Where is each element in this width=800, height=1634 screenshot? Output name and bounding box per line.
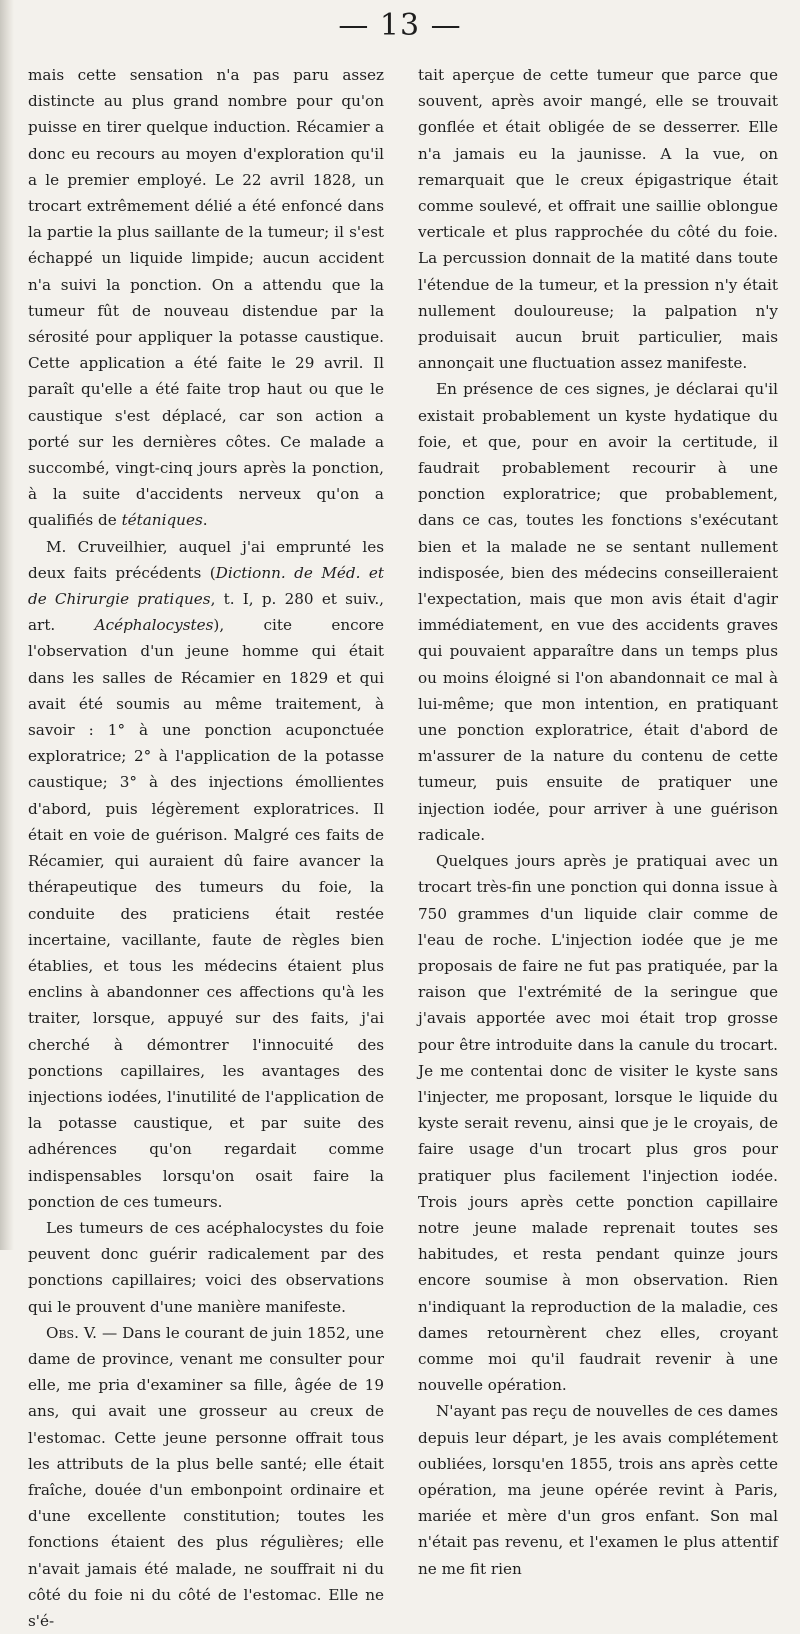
- observation-label: Obs. V.: [46, 1323, 97, 1342]
- paragraph-text: En présence de ces signes, je déclarai qu'il existait probablement un kyste hydatique du foie, et que, pour en avoir la certitude, il faudrait probablement recourir à une ponction exploratrice; que probablement, dans ce cas, toutes les fonctions s'exécutant bien et la malade ne se sentant nullement indisposée, bien des médecins conseilleraient l'expectation, mais que mon avis était d'agir immédiatement, en vue des accidents graves qui pouvaient apparaître dans un temps plus ou moins éloigné si l'on abandonnait ce mal à lui-même; que mon intention, en pratiquant une ponction exploratrice, était d'abord de m'assurer de la nature du contenu de cette tumeur, puis ensuite de pratiquer une injection iodée, pour arriver à une guérison radicale.: [418, 380, 778, 844]
- paragraph-right-1: [418, 62, 778, 376]
- page-number: — 13 —: [338, 8, 462, 43]
- paragraph-left-4: [28, 1320, 384, 1634]
- left-column: [28, 62, 384, 1634]
- paragraph-text: ), cite encore l'observation d'un jeune homme qui était dans les salles de Récamier en 1829 et qui avait été soumis au même traitement, à savoir : 1° à une ponction acuponctuée exploratrice; 2° à l'application de la potasse caustique; 3° à des injections émollientes d'abord, puis légèrement exploratrices. Il était en voie de guérison. Malgré ces faits de Récamier, qui auraient dû faire avancer la thérapeutique des tumeurs du foie, la conduite des praticiens était restée incertaine, vacillante, faute de règles bien établies, et tous les médecins étaient plus enclins à abandonner ces affections qu'à les traiter, lorsque, appuyé sur des faits, j'ai cherché à démontrer l'innocuité des ponctions capillaires, les avantages des injections iodées, l'inutilité de l'application de la potasse caustique, et par suite des adhérences qu'on regardait comme indispensables lorsqu'on osait faire la ponction de ces tumeurs.: [28, 616, 384, 1211]
- paragraph-text: tait aperçue de cette tumeur que parce que souvent, après avoir mangé, elle se trouvait gonflée et était obligée de se desserrer. Elle n'a jamais eu la jaunisse. A la vue, on remarquait que le creux épigastrique était comme soulevé, et offrait une saillie oblongue verticale et plus rapprochée du côté du foie. La percussion donnait de la matité dans toute l'étendue de la tumeur, et la pression n'y était nullement douloureuse; la palpation n'y produisait aucun bruit particulier, mais annonçait une fluctuation assez manifeste.: [418, 66, 778, 373]
- paragraph-text: N'ayant pas reçu de nouvelles de ces dames depuis leur départ, je les avais complétement oubliées, lorsqu'en 1855, trois ans après cette opération, ma jeune opérée revint à Paris, mariée et mère d'un gros enfant. Son mal n'était pas revenu, et l'examen le plus attentif ne me fit rien: [418, 1402, 778, 1578]
- right-column: [418, 62, 778, 1582]
- paragraph-left-2: [28, 534, 384, 1215]
- paragraph-text: .: [202, 511, 208, 530]
- paragraph-right-4: [418, 1398, 778, 1581]
- paragraph-text: Quelques jours après je pratiquai avec un trocart très-fin une ponction qui donna issue à 750 grammes d'un liquide clair comme de l'eau de roche. L'injection iodée que je me proposais de faire ne fut pas pratiquée, par la raison que l'extrémité de la seringue que j'avais apportée avec moi était trop grosse pour être introduite dans la canule du trocart. Je me contentai donc de visiter le kyste sans l'injecter, me proposant, lorsque le liquide du kyste serait revenu, ainsi que je le croyais, de faire usage d'un trocart plus gros pour pratiquer plus facilement l'injection iodée. Trois jours après cette ponction capillaire notre jeune malade reprenait toutes ses habitudes, et resta pendant quinze jours encore soumise à mon observation. Rien n'indiquant la reproduction de la maladie, ces dames retournèrent chez elles, croyant comme moi qu'il faudrait revenir à une nouvelle opération.: [418, 852, 778, 1395]
- citation-title: Dictionn. de Méd. et de Chirurgie pratiques: [28, 563, 384, 609]
- paragraph-right-2: [418, 376, 778, 848]
- paragraph-text: , t. I, p. 280 et suiv., art.: [28, 590, 385, 635]
- page-binding-edge: [0, 0, 14, 1250]
- paragraph-text: Les tumeurs de ces acéphalocystes du foie peuvent donc guérir radicalement par des ponctions capillaires; voici des observations qui le prouvent d'une manière manifeste.: [28, 1218, 384, 1316]
- paragraph-left-3: [28, 1215, 384, 1320]
- citation-article: Acéphalocystes: [94, 616, 214, 635]
- paragraph-left-1: [28, 62, 384, 534]
- paragraph-text: mais cette sensation n'a pas paru assez distincte au plus grand nombre pour qu'on puisse en tirer quelque induction. Récamier a donc eu recours au moyen d'exploration qu'il a le premier employé. Le 22 avril 1828, un trocart extrêmement délié a été enfoncé dans la partie la plus saillante de la tumeur; il s'est échappé un liquide limpide; aucun accident n'a suivi la ponction. On a attendu que la tumeur fût de nouveau distendue par la sérosité pour appliquer la potasse caustique. Cette application a été faite le 29 avril. Il paraît qu'elle a été faite trop haut ou que le caustique s'est déplacé, car son action a porté sur les dernières côtes. Ce malade a succombé, vingt-cinq jours après la ponction, à la suite d'accidents nerveux qu'on a qualifiés de: [28, 66, 384, 530]
- paragraph-text: M. Cruveilhier, auquel j'ai emprunté les deux faits précédents (: [28, 537, 384, 582]
- paragraph-right-3: [418, 848, 778, 1398]
- italic-term: tétaniques: [121, 511, 203, 530]
- paragraph-text: — Dans le courant de juin 1852, une dame de province, venant me consulter pour elle, me pria d'examiner sa fille, âgée de 19 ans, qui avait une grosseur au creux de l'estomac. Cette jeune personne offrait tous les attributs de la plus belle santé; elle était fraîche, douée d'un embonpoint ordinaire et d'une excellente constitution; toutes les fonctions étaient des plus régulières; elle n'avait jamais été malade, ne souffrait ni du côté du foie ni du côté de l'estomac. Elle ne s'é-: [28, 1323, 384, 1630]
